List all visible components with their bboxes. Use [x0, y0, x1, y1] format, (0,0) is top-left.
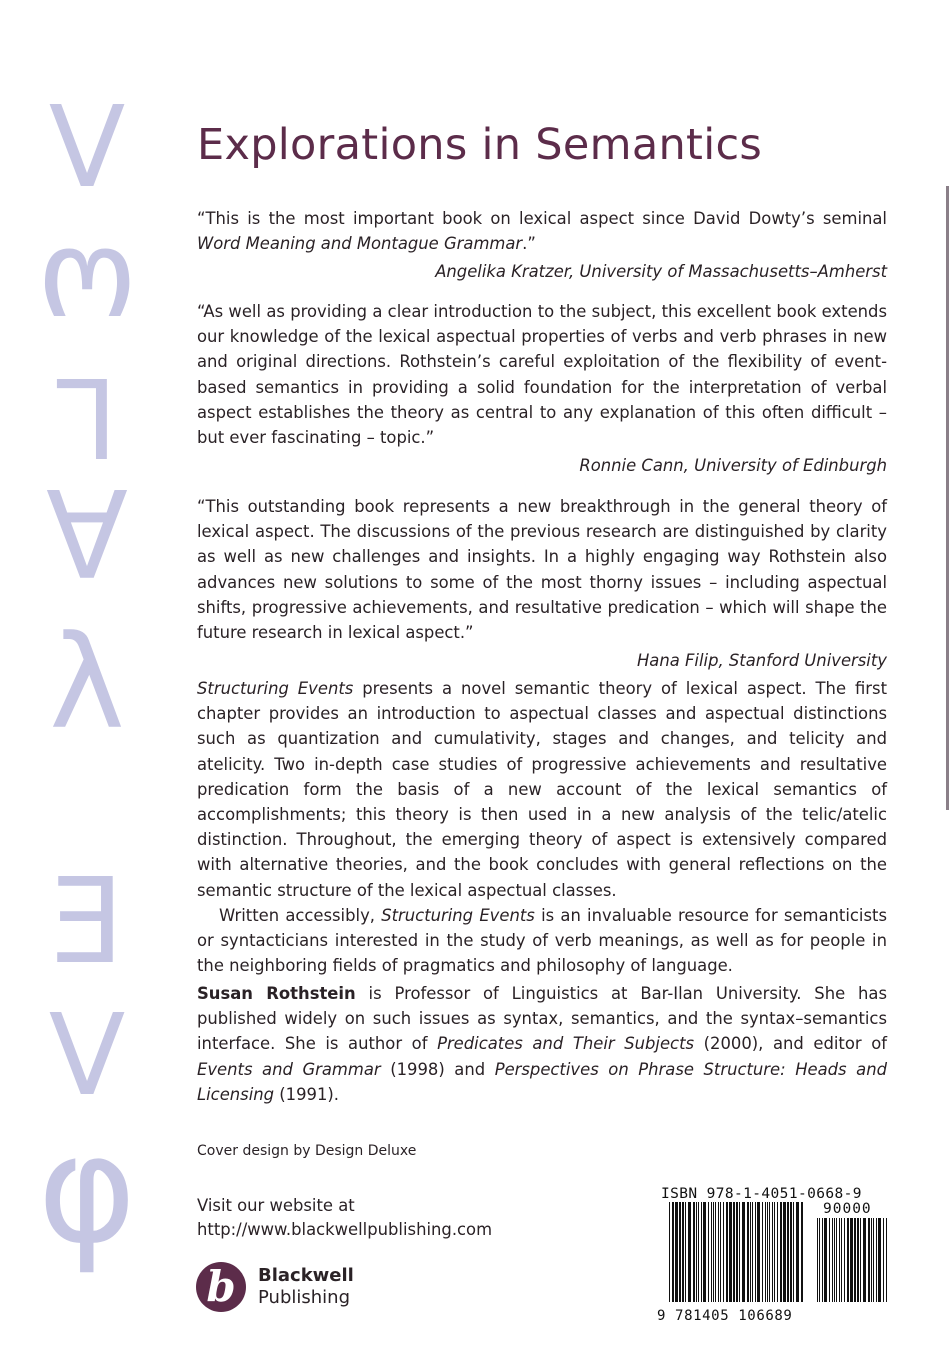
author-name: Susan Rothstein	[197, 984, 356, 1003]
barcode-bar	[703, 1202, 706, 1302]
series-title: Explorations in Semantics	[197, 120, 763, 170]
side-glyph-v-top: V	[48, 83, 126, 213]
description-paragraph-1	[197, 676, 887, 903]
barcode-bar	[834, 1218, 835, 1302]
barcode-bar	[801, 1202, 803, 1302]
barcode-bar	[839, 1218, 840, 1302]
website-block	[197, 1194, 492, 1242]
barcode-bar	[772, 1202, 773, 1302]
barcode-bar	[863, 1218, 866, 1302]
side-glyph-e: E	[49, 852, 125, 990]
cover-credit: Cover design by Design Deluxe	[197, 1143, 417, 1159]
barcode-bar	[696, 1202, 697, 1302]
barcode-bar	[685, 1202, 686, 1302]
side-glyph-phi: φ	[37, 1103, 137, 1277]
review-2-quote: “As well as providing a clear introduction to the subject, this excellent book extends our knowledge of the lexical aspectual properties of verbs and verb phrases in new and original directions. Rothstein’s careful exploitation of the flexibility of event-based semantics in providing a solid foundation for the interpretation of verbal aspect establishes the theory as central to any explanation of this often difficult – but ever fascinating – topic.”	[197, 302, 887, 448]
book-description	[197, 676, 887, 978]
barcode-bar	[878, 1218, 881, 1302]
publisher-name-line-2: Publishing	[258, 1287, 350, 1308]
barcode-bar	[876, 1218, 877, 1302]
author-book-2: Events and Grammar	[197, 1059, 381, 1079]
barcode-bar	[829, 1218, 830, 1302]
review-2-attribution: Ronnie Cann, University of Edinburgh	[579, 456, 887, 476]
barcode-bar	[780, 1202, 782, 1302]
barcode-bar	[873, 1218, 874, 1302]
barcode-bar	[757, 1202, 760, 1302]
review-2	[197, 299, 887, 478]
barcode-bar	[739, 1202, 740, 1302]
author-bio-text-4: (1991).	[274, 1084, 339, 1104]
barcode-bar	[783, 1202, 786, 1302]
side-glyph-v-bottom: V	[48, 991, 126, 1121]
publisher-name	[258, 1265, 354, 1309]
barcode-bar	[708, 1202, 709, 1302]
barcode-digits: 9 781405 106689	[657, 1308, 793, 1324]
barcode-bar	[767, 1202, 768, 1302]
website-url[interactable]: http://www.blackwellpublishing.com	[197, 1220, 493, 1239]
barcode-bar	[836, 1218, 837, 1302]
barcode-bar	[819, 1218, 820, 1302]
side-glyph-lambda: λ	[49, 609, 125, 758]
barcode-bar	[715, 1202, 716, 1302]
barcode-bar	[765, 1202, 766, 1302]
barcode-bar	[726, 1202, 728, 1302]
barcode-bar	[769, 1202, 770, 1302]
barcode-bar	[672, 1202, 674, 1302]
barcode-bar	[832, 1218, 833, 1302]
barcode-bar	[822, 1218, 823, 1302]
review-1-quote-italic: Word Meaning and Montague Grammar	[197, 234, 523, 254]
spine-edge-rule	[946, 186, 949, 810]
barcode-bar	[747, 1202, 749, 1302]
author-bio-text-1: is Professor of Linguistics at Bar-Ilan University. She has published widely on such issues as syntax, semantics, and the syntax–semantics interface. She is author of	[197, 984, 887, 1054]
review-1-quote-start: “This is the most important book on lexical aspect since David Dowty’s seminal	[197, 209, 887, 228]
author-bio	[197, 981, 887, 1107]
description-title-1: Structuring Events	[197, 679, 354, 698]
side-glyph-omega: ω	[36, 221, 138, 360]
review-3	[197, 494, 887, 673]
author-book-3: Perspectives on Phrase Structure: Heads and Licensing	[197, 1059, 887, 1104]
barcode-bar	[713, 1202, 714, 1302]
barcode-bar	[718, 1202, 719, 1302]
barcode-bar	[883, 1218, 884, 1302]
barcode-bar	[886, 1218, 887, 1302]
barcode-bar	[701, 1202, 702, 1302]
isbn-barcode	[655, 1186, 895, 1326]
side-glyph-l: L	[56, 353, 118, 481]
description-title-2: Structuring Events	[381, 905, 535, 925]
review-3-attribution: Hana Filip, Stanford University	[636, 651, 887, 671]
barcode-bars	[655, 1202, 895, 1310]
description-paragraph-2	[197, 903, 887, 979]
barcode-bar	[723, 1202, 724, 1302]
barcode-bar	[868, 1218, 870, 1302]
barcode-bar	[682, 1202, 684, 1302]
barcode-bar	[844, 1218, 845, 1302]
barcode-bar	[793, 1202, 794, 1302]
barcode-bar	[774, 1202, 775, 1302]
barcode-bar	[679, 1202, 681, 1302]
barcode-bar	[817, 1218, 818, 1302]
barcode-bar	[777, 1202, 778, 1302]
barcode-bar	[729, 1202, 732, 1302]
barcode-bar	[675, 1202, 678, 1302]
author-bio-text-3: (1998) and	[380, 1059, 495, 1079]
side-glyph-a: A	[45, 461, 129, 600]
barcode-bar	[860, 1218, 861, 1302]
barcode-bar	[755, 1202, 756, 1302]
barcode-bar	[720, 1202, 721, 1302]
barcode-bar	[857, 1218, 859, 1302]
review-1	[197, 206, 887, 285]
barcode-bar	[688, 1202, 691, 1302]
review-3-quote: “This outstanding book represents a new breakthrough in the general theory of lexical aspect. The discussions of the previous research are distinguished by clarity as well as new challenges and insights. In a highly engaging way Rothstein also advances new solutions to some of the most thorny issues – including aspectual shifts, progressive achievements, and resultative predication – which will shape the future research in lexical aspect.”	[197, 497, 887, 643]
publisher-logo-mark: b	[196, 1262, 246, 1312]
barcode-bar	[742, 1202, 745, 1302]
barcode-bar	[787, 1202, 789, 1302]
publisher-logo	[196, 1262, 354, 1312]
barcode-bar	[698, 1202, 699, 1302]
barcode-bar	[669, 1202, 670, 1302]
website-label: Visit our website at	[197, 1196, 355, 1215]
description-text-2-start: Written accessibly,	[219, 905, 382, 925]
barcode-bar	[752, 1202, 753, 1302]
barcode-bar	[736, 1202, 738, 1302]
barcode-bar	[693, 1202, 695, 1302]
description-text-2-rest: is an invaluable resource for semanticists or syntacticians interested in the study of verb meanings, as well as for people in the neighboring fields of pragmatics and philosophy of language.	[197, 905, 887, 976]
barcode-bar	[796, 1202, 799, 1302]
barcode-bar	[871, 1218, 872, 1302]
review-1-quote-end: .”	[522, 234, 536, 254]
barcode-bar	[790, 1202, 792, 1302]
barcode-bar	[750, 1202, 751, 1302]
barcode-bar	[733, 1202, 735, 1302]
review-1-attribution: Angelika Kratzer, University of Massachusetts–Amherst	[435, 262, 887, 282]
barcode-bar	[711, 1202, 712, 1302]
isbn-text: ISBN 978-1-4051-0668-9	[661, 1186, 862, 1202]
publisher-name-line-1: Blackwell	[258, 1265, 354, 1286]
author-bio-text-2: (2000), and editor of	[694, 1034, 887, 1054]
barcode-bar	[762, 1202, 763, 1302]
description-text-1: presents a novel semantic theory of lexical aspect. The first chapter provides an introduction to aspectual classes and aspectual distinctions such as quantization and cumulativity, stages and changes, and telicity and atelicity. Two in-depth case studies of progressive achievements and resultative predication form the basis of a new account of the lexical semantics of accomplishments; this theory is then used in a new analysis of the telic/atelic distinction. Throughout, the emerging theory of aspect is extensively compared with alternative theories, and the book concludes with general reflections on the semantic structure of the lexical aspectual classes.	[197, 679, 887, 900]
barcode-bar	[847, 1218, 849, 1302]
author-book-1: Predicates and Their Subjects	[437, 1034, 695, 1054]
barcode-bar	[824, 1218, 827, 1302]
barcode-bar	[850, 1218, 853, 1302]
barcode-addon-code: 90000	[823, 1201, 872, 1217]
barcode-bar	[854, 1218, 856, 1302]
barcode-bar	[841, 1218, 842, 1302]
